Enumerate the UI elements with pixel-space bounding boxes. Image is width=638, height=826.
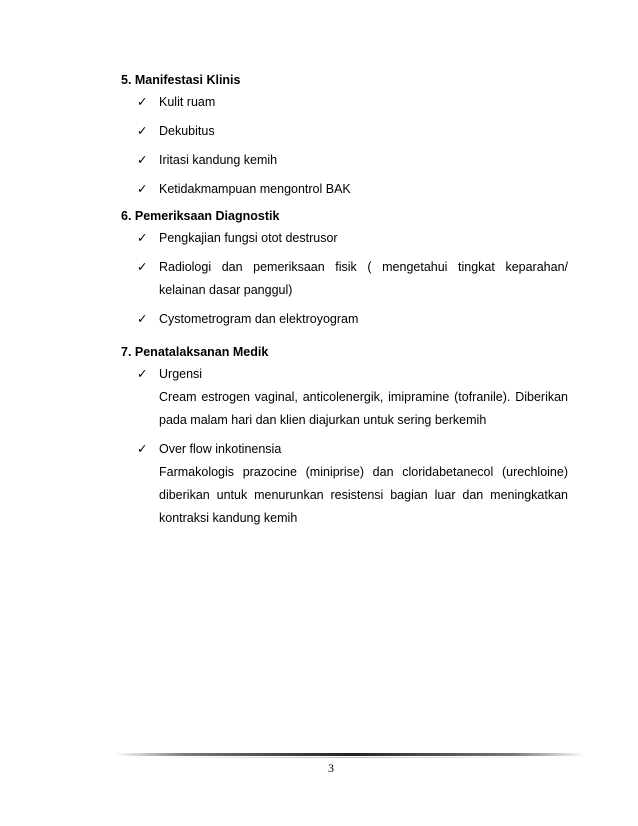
section-heading: 6. Pemeriksaan Diagnostik	[121, 209, 280, 223]
checkmark-icon: ✓	[137, 367, 148, 381]
footer-divider	[115, 753, 585, 756]
list-item	[121, 149, 568, 172]
list-item	[121, 91, 568, 114]
checkmark-icon: ✓	[137, 153, 148, 167]
bullet-list	[121, 227, 568, 331]
item-text-continued: diberikan untuk menurunkan resistensi bagian luar dan meningkatkan	[159, 488, 568, 502]
checkmark-icon: ✓	[137, 231, 148, 245]
list-item	[121, 308, 568, 331]
checkmark-icon: ✓	[137, 442, 148, 456]
item-text: Radiologi dan pemeriksaan fisik ( mengetahui tingkat keparahan/	[159, 260, 568, 274]
item-text: Kulit ruam	[159, 95, 216, 109]
list-item	[121, 120, 568, 143]
item-text: Farmakologis prazocine (miniprise) dan cloridabetanecol (urechloine)	[159, 465, 568, 479]
item-text-continued: kelainan dasar panggul)	[159, 283, 293, 297]
page-number: 3	[328, 761, 334, 775]
item-text-continued: kontraksi kandung kemih	[159, 511, 298, 525]
list-item	[121, 227, 568, 250]
item-text: Cream estrogen vaginal, anticolenergik, imipramine (tofranile). Diberikan	[159, 390, 568, 404]
section-penatalaksanan-medik	[121, 344, 568, 530]
section-manifestasi-klinis	[121, 72, 568, 201]
item-text: Iritasi kandung kemih	[159, 153, 278, 167]
checkmark-icon: ✓	[137, 95, 148, 109]
list-item	[121, 438, 568, 530]
bullet-list	[121, 91, 568, 201]
list-item	[121, 363, 568, 432]
item-title: Urgensi	[159, 367, 203, 381]
checkmark-icon: ✓	[137, 312, 148, 326]
list-item	[121, 256, 568, 302]
bullet-list	[121, 363, 568, 530]
item-text: Cystometrogram dan elektroyogram	[159, 312, 359, 326]
checkmark-icon: ✓	[137, 260, 148, 274]
list-item	[121, 178, 568, 201]
section-heading: 5. Manifestasi Klinis	[121, 73, 241, 87]
item-text-continued: pada malam hari dan klien diajurkan untuk sering berkemih	[159, 413, 487, 427]
item-title: Over flow inkotinensia	[159, 442, 282, 456]
item-text: Pengkajian fungsi otot destrusor	[159, 231, 338, 245]
section-pemeriksaan-diagnostik	[121, 208, 568, 331]
item-text: Ketidakmampuan mengontrol BAK	[159, 182, 351, 196]
checkmark-icon: ✓	[137, 124, 148, 138]
footer-divider-shadow	[160, 757, 540, 758]
section-heading: 7. Penatalaksanan Medik	[121, 345, 269, 359]
item-text: Dekubitus	[159, 124, 215, 138]
checkmark-icon: ✓	[137, 182, 148, 196]
